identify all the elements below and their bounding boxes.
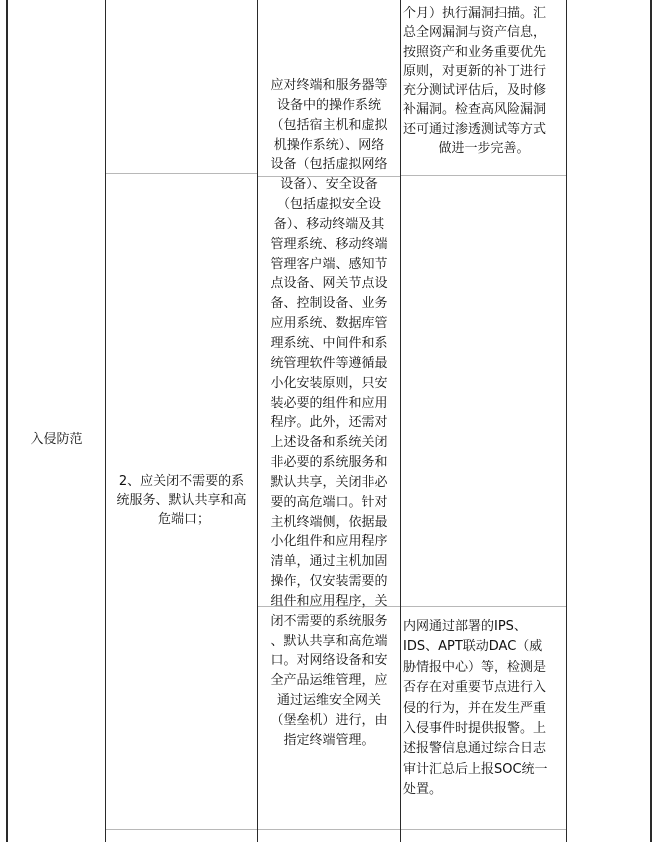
measure-line: 管理系统、移动终端	[270, 236, 388, 252]
measure-line: （包括虚拟安全设	[276, 197, 381, 213]
implementation-prev-cell	[403, 4, 565, 158]
row-separator	[401, 829, 566, 830]
measure-line: （堡垒机）进行，由	[270, 713, 388, 728]
measure-line: 统管理软件等遵循最	[270, 355, 388, 371]
implementation-prev-line: 做进一步完善。	[438, 141, 530, 157]
table-divider-3	[400, 0, 401, 842]
measure-line: 指定终端管理。	[283, 732, 375, 748]
row-separator	[106, 173, 257, 174]
measure-cell	[258, 76, 400, 751]
measure-line: 装必要的组件和应用	[270, 395, 388, 411]
implementation-prev-line: 总全网漏洞与资产信息，	[403, 25, 547, 41]
table-divider-1	[105, 0, 106, 842]
measure-line: 备）、移动终端及其	[273, 216, 385, 232]
implementation-line: 内网通过部署的IPS、	[403, 619, 527, 634]
requirement-cell	[106, 473, 257, 529]
measure-line: 管理客户端、感知节	[270, 256, 388, 272]
measure-line: 设备）、安全设备	[280, 177, 378, 193]
implementation-line: 处置。	[403, 782, 443, 798]
measure-line: 非必要的系统服务和	[270, 455, 388, 471]
implementation-line: IDS、APT联动DAC（威	[403, 639, 543, 655]
table-border-left	[6, 0, 8, 842]
measure-line: 全产品运维管理，应	[270, 673, 388, 689]
measure-line: 通过运维安全网关	[276, 693, 381, 709]
measure-line: 小化组件和应用程序	[270, 534, 388, 550]
requirement-line: 统服务、默认共享和高	[116, 492, 247, 508]
measure-line: 机操作系统）、网络	[273, 137, 385, 153]
row-separator	[106, 829, 257, 830]
implementation-prev-line: 个月）执行漏洞扫描。汇	[403, 6, 547, 21]
category-cell	[8, 431, 105, 450]
measure-line: 小化安装原则，只安	[270, 375, 388, 391]
measure-line: 上述设备和系统关闭	[270, 435, 388, 451]
measure-line: 设备中的操作系统	[276, 97, 381, 113]
implementation-prev-line: 充分测试评估后，及时修	[403, 83, 547, 99]
implementation-prev-line: 补漏洞。检查高风险漏洞	[403, 102, 547, 118]
implementation-line: 审计汇总后上报SOC统一	[403, 761, 548, 777]
implementation-prev-line: 按照资产和业务重要优先	[403, 44, 547, 60]
measure-line: 要的高危端口。针对	[270, 494, 388, 510]
implementation-cell	[403, 617, 565, 801]
measure-line: 、默认共享和高危端	[270, 633, 388, 649]
measure-line: （包括宿主机和虚拟	[270, 117, 388, 133]
implementation-line: 否存在对重要节点进行入	[403, 680, 547, 696]
measure-line: 默认共享，关闭非必	[270, 474, 388, 490]
measure-line: 点设备、网关节点设	[270, 276, 388, 292]
requirement-line: 2、应关闭不需要的系	[118, 474, 245, 489]
measure-line: 理系统、中间件和系	[270, 335, 388, 351]
measure-line: 口。对网络设备和安	[270, 653, 388, 669]
category-label: 入侵防范	[30, 432, 83, 447]
row-separator	[258, 829, 400, 830]
implementation-prev-line: 还可通过渗透测试等方式	[403, 121, 547, 137]
measure-line: 设备（包括虚拟网络	[270, 157, 388, 173]
measure-line: 操作，仅安装需要的	[270, 574, 388, 590]
measure-line: 应对终端和服务器等	[270, 78, 388, 93]
measure-line: 清单，通过主机加固	[270, 554, 388, 570]
implementation-line: 入侵事件时提供报警。上	[403, 721, 547, 737]
implementation-prev-line: 原则，对更新的补丁进行	[403, 63, 547, 79]
row-separator	[401, 175, 566, 176]
requirement-line: 危端口；	[158, 511, 211, 527]
measure-line: 组件和应用程序，关	[270, 593, 388, 609]
table-border-right	[650, 0, 652, 842]
measure-line: 闭不需要的系统服务	[270, 613, 388, 629]
table-divider-4	[566, 0, 567, 842]
measure-line: 程序。此外，还需对	[270, 415, 388, 431]
implementation-line: 胁情报中心）等，检测是	[403, 659, 547, 675]
implementation-line: 述报警信息通过综合日志	[403, 741, 547, 757]
measure-line: 应用系统、数据库管	[270, 316, 388, 332]
measure-line: 主机终端侧，依据最	[270, 514, 388, 530]
measure-line: 备、控制设备、业务	[270, 296, 388, 312]
implementation-line: 侵的行为，并在发生严重	[403, 700, 547, 716]
row-separator	[401, 606, 566, 607]
